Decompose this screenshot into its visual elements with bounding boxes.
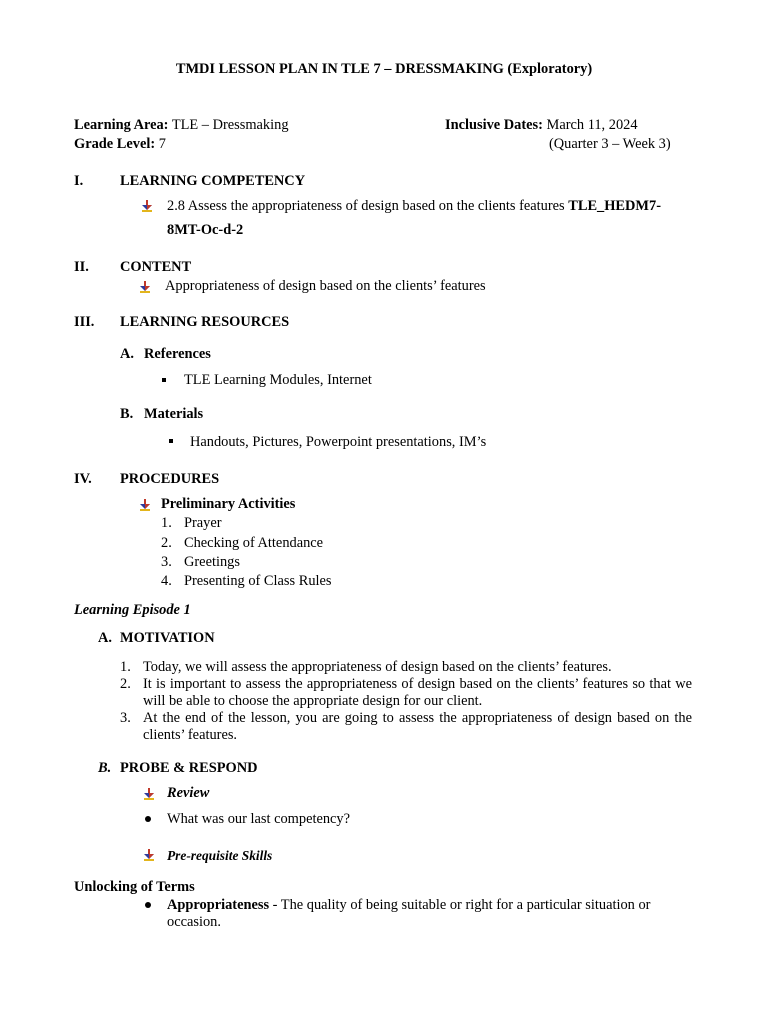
references-title: References <box>144 346 211 362</box>
list-item: Checking of Attendance <box>184 535 324 551</box>
learning-area-value: TLE – Dressmaking <box>171 117 289 133</box>
section-2-number: II. <box>74 259 89 275</box>
learning-area-label: Learning Area: <box>74 117 169 133</box>
grade-level-value: 7 <box>158 136 166 152</box>
arrow-bullet-icon <box>139 499 151 511</box>
learning-area <box>74 117 289 134</box>
square-bullet-icon <box>169 439 173 443</box>
list-item-number: 4. <box>161 573 172 589</box>
learning-episode-heading: Learning Episode 1 <box>74 602 191 618</box>
grade-level-label: Grade Level: <box>74 136 156 152</box>
motivation-item: It is important to assess the appropriateness of design based on the clients’ features so that we will be able to choose the appropriate design for our client. <box>143 676 692 709</box>
section-1-number: I. <box>74 173 84 189</box>
motivation-item: Today, we will assess the appropriateness of design based on the clients’ features. <box>143 659 612 675</box>
list-item-number: 2. <box>120 676 131 692</box>
unlocking-terms-title: Unlocking of Terms <box>74 879 195 895</box>
square-bullet-icon <box>162 378 166 382</box>
probe-label: B. <box>98 760 112 776</box>
content-item: Appropriateness of design based on the clients’ features <box>165 278 486 294</box>
section-4-number: IV. <box>74 471 92 487</box>
materials-item: Handouts, Pictures, Powerpoint presentations, IM’s <box>190 434 487 450</box>
list-item-number: 2. <box>161 535 172 551</box>
inclusive-dates-value: March 11, 2024 <box>546 117 638 133</box>
review-question: What was our last competency? <box>167 811 351 827</box>
motivation-title: MOTIVATION <box>120 630 215 646</box>
section-1-title: LEARNING COMPETENCY <box>120 173 306 189</box>
preliminary-activities-title: Preliminary Activities <box>161 496 296 512</box>
list-item-number: 1. <box>161 515 172 531</box>
section-4-title: PROCEDURES <box>120 471 220 487</box>
term: Appropriateness <box>167 897 270 913</box>
motivation-label: A. <box>98 630 112 646</box>
section-3-title: LEARNING RESOURCES <box>120 314 290 330</box>
competency-code-part2: 8MT-Oc-d-2 <box>167 222 244 238</box>
round-bullet-icon <box>145 902 151 908</box>
materials-title: Materials <box>144 406 204 422</box>
competency-item <box>167 198 661 215</box>
document-title: TMDI LESSON PLAN IN TLE 7 – DRESSMAKING (Exploratory) <box>175 61 593 77</box>
term-definition <box>167 897 650 914</box>
arrow-bullet-icon <box>139 281 151 293</box>
arrow-bullet-icon <box>143 849 155 861</box>
round-bullet-icon <box>145 816 151 822</box>
list-item: Prayer <box>184 515 222 531</box>
competency-code-part1: TLE_HEDM7- <box>568 198 661 214</box>
prerequisite-title: Pre-requisite Skills <box>167 848 273 863</box>
section-2-title: CONTENT <box>120 259 192 275</box>
list-item-number: 3. <box>161 554 172 570</box>
arrow-bullet-icon <box>143 788 155 800</box>
list-item: Presenting of Class Rules <box>184 573 332 589</box>
section-3-number: III. <box>74 314 95 330</box>
list-item: Greetings <box>184 554 240 570</box>
references-label: A. <box>120 346 134 362</box>
inclusive-dates <box>445 117 638 134</box>
grade-level <box>74 136 166 153</box>
quarter-week: (Quarter 3 – Week 3) <box>549 136 671 152</box>
materials-label: B. <box>120 406 134 422</box>
competency-text: 2.8 Assess the appropriateness of design based on the clients features <box>167 198 565 214</box>
list-item-number: 1. <box>120 659 131 675</box>
list-item-number: 3. <box>120 710 131 726</box>
inclusive-dates-label: Inclusive Dates: <box>445 117 543 133</box>
definition-line-2: occasion. <box>167 914 221 930</box>
probe-title: PROBE & RESPOND <box>120 760 258 776</box>
arrow-bullet-icon <box>141 200 153 212</box>
review-title: Review <box>167 785 210 801</box>
references-item: TLE Learning Modules, Internet <box>184 372 372 388</box>
motivation-item: At the end of the lesson, you are going to assess the appropriateness of design based on the clients’ features. <box>143 710 692 743</box>
definition-line-1: - The quality of being suitable or right for a particular situation or <box>269 897 651 913</box>
